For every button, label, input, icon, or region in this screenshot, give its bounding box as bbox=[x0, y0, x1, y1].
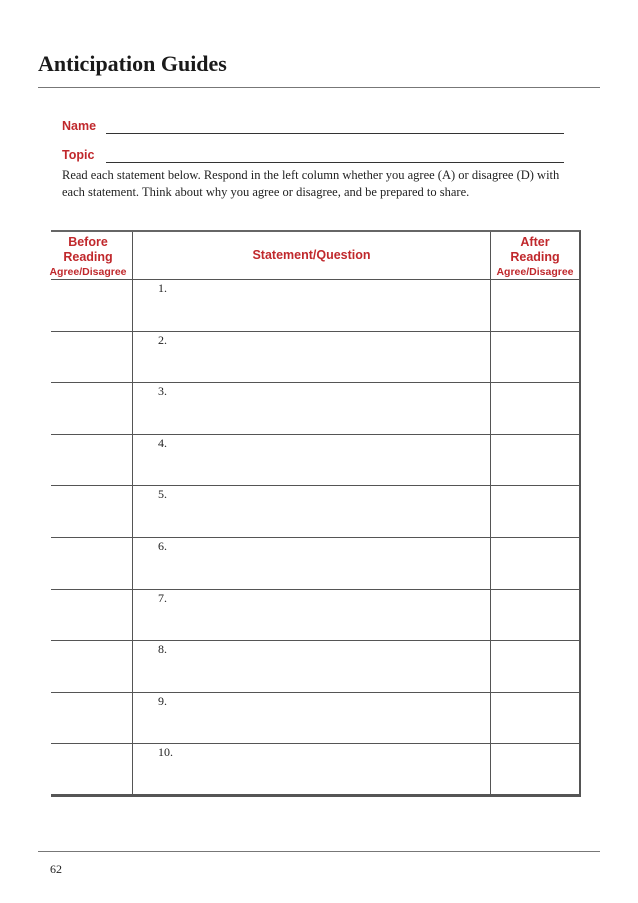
after-reading-header bbox=[491, 232, 579, 279]
name-field[interactable] bbox=[62, 116, 564, 134]
topic-field[interactable] bbox=[62, 145, 564, 163]
table-row-divider bbox=[51, 279, 579, 280]
before-header-sub: Agree/Disagree bbox=[49, 266, 127, 278]
table-row-divider bbox=[51, 743, 579, 744]
instructions: Read each statement below. Respond in the left column whether you agree (A) or disagree (D) with each statement. Think about why you agree or disagree, and be prepared to share. bbox=[62, 168, 560, 199]
table-row-number: 7. bbox=[158, 590, 167, 605]
after-header-line1: After bbox=[520, 235, 550, 249]
table-row-divider bbox=[51, 434, 579, 435]
statement-header-label: Statement/Question bbox=[252, 248, 371, 262]
statement-question-header bbox=[133, 232, 490, 279]
table-row-number: 6. bbox=[158, 539, 167, 553]
table-row-divider bbox=[51, 692, 579, 693]
after-header-sub: Agree/Disagree bbox=[496, 266, 574, 278]
column-divider-after bbox=[490, 232, 491, 794]
page-title: Anticipation Guides bbox=[38, 51, 227, 76]
name-blank-line[interactable] bbox=[106, 133, 564, 134]
table-row-divider bbox=[51, 589, 579, 590]
table-row-divider bbox=[51, 640, 579, 641]
anticipation-guide-table bbox=[51, 230, 581, 797]
table-row-number: 2. bbox=[158, 332, 167, 347]
table-row-divider bbox=[51, 382, 579, 383]
table-row-number: 5. bbox=[158, 487, 167, 502]
column-divider-before bbox=[132, 232, 133, 794]
before-reading-header bbox=[45, 232, 131, 279]
footer-divider bbox=[38, 851, 600, 852]
table-row-number: 9. bbox=[158, 693, 167, 708]
topic-label: Topic bbox=[62, 148, 95, 162]
before-header-line2: Reading bbox=[63, 250, 113, 264]
topic-blank-line[interactable] bbox=[106, 162, 564, 163]
name-label: Name bbox=[62, 119, 97, 133]
table-row-divider bbox=[51, 537, 579, 538]
table-row-number: 10. bbox=[158, 745, 173, 760]
table-row-number: 4. bbox=[158, 435, 167, 450]
page-number: 62 bbox=[50, 862, 62, 876]
table-row-number: 3. bbox=[158, 384, 167, 399]
table-row-number: 1. bbox=[158, 281, 167, 295]
before-header-line1: Before bbox=[68, 235, 108, 249]
table-row-divider bbox=[51, 331, 579, 332]
table-row-divider bbox=[51, 485, 579, 486]
table-row-number: 8. bbox=[158, 642, 167, 657]
title-divider bbox=[38, 87, 600, 88]
after-header-line2: Reading bbox=[510, 250, 560, 264]
